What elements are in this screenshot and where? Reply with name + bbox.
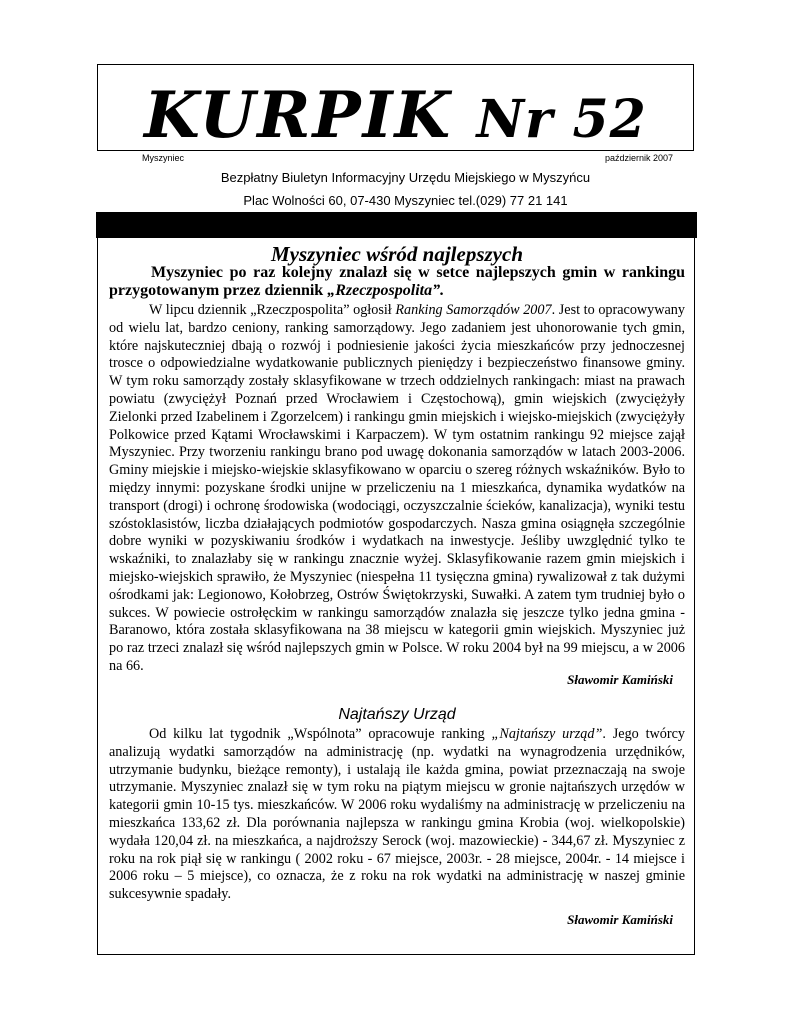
article1-lead-text: Myszyniec po raz kolejny znalazł się w setce najlepszych gmin w rankingu przygotowanym przez dziennik: [109, 264, 685, 299]
masthead-title: [98, 78, 693, 155]
article1-author: Sławomir Kamiński: [567, 672, 673, 687]
article1-body-start: W lipcu dziennik „Rzeczpospolita” ogłosił: [149, 302, 396, 318]
article2-body-ranking: „Najtańszy urząd”: [491, 726, 603, 742]
masthead-box: [97, 64, 694, 151]
article2-body: [109, 726, 685, 904]
article2-body-start: Od kilku lat tygodnik „Wspólnota” opracowuje ranking: [149, 726, 492, 742]
article2-body-rest: . Jego twórcy analizują wydatki samorządów na administrację (np. wydatki na wynagrodzenia urzędników, utrzymanie budynku, bieżące remonty), i ustalają ile każda gmina, powiat przeznaczają na swoje utrzymanie. Myszyniec znalazł się w tym roku na piątym miejscu w gronie najtańszych urzędów w kategorii gmin 10-15 tys. mieszkańców. W 2006 roku wydaliśmy na administrację w przeliczeniu na mieszkańca 133,62 zł. Dla porównania najlepsza w rankingu gmina Krobia (woj. wielkopolskie) wydała 120,04 zł. na mieszkańca, a najdroższy Serock (woj. mazowieckie) - 344,67 zł. Myszyniec z roku na rok piął się w rankingu ( 2002 roku - 67 miejsce, 2003r. - 28 miejsce, 2004r. - 14 miejsce i 2006 roku – 5 miejsce), co oznacza, że z roku na rok wydatki na administrację w naszej gminie sukcesywnie spadały.: [109, 726, 685, 903]
article1-title: Myszyniec wśród najlepszych: [271, 242, 523, 266]
address: Plac Wolności 60, 07-430 Myszyniec tel.(029) 77 21 141: [243, 193, 568, 208]
article1-body-rest: . Jest to opracowywany od wielu lat, bardzo ceniony, ranking samorządowy. Jego zadaniem jest uhonorowanie tych gmin, które najskuteczniej dbają o rozwój i podniesienie jakości życia mieszkańców przy jednoczesnej trosce o odpowiedzialne wydatkowanie publicznych pieniędzy i bezpieczeństwo finansowe gminy. W tym roku samorządy zostały sklasyfikowane w trzech oddzielnych rankingach: miast na prawach powiatu (zwyciężył Poznań przed Wrocławiem i Częstochową), gmin wiejskich (zwyciężyły Zielonki przed Izabelinem i Zgorzelcem) i rankingu gmin miejskich i wiejsko-miejskich (zwyciężyły Polkowice przed Kątami Wrocławskimi i Karpaczem). W tym ostatnim rankingu 92 miejsce zajął Myszyniec. Przy tworzeniu rankingu brano pod uwagę dokonania samorządów w latach 2003-2006. Gminy miejskie i miejsko-wiejskie sklasyfikowano w oparciu o szereg różnych wskaźników. Było to między innymi: pozyskane środki unijne w przeliczeniu na 1 mieszkańca, dynamika wydatków na transport (drogi) i ochronę środowiska (wodociągi, oczyszczalnie ścieków, kanalizacja), wyniki testu szóstoklasistów, liczba działających podmiotów gospodarczych. Nasza gmina osiągnęła szczególnie dobre wyniki w pozyskiwaniu środków i wydatkach na inwestycje. Jeśliby uwzględnić tylko te wskaźniki, to znalazłaby się w rankingu znacznie wyżej. Sklasyfikowanie razem gmin miejskich i miejsko-wiejskich sprawiło, że Myszyniec (niespełna 11 tysięczna gmina) rywalizował z tak dużymi ośrodkami jak: Legionowo, Kołobrzeg, Ostrów Świętokrzyski, Suwałki. A zatem tym trudniej było o sukces. W powiecie ostrołęckim w rankingu samorządów znalazła się jeszcze tylko jedna gmina - Baranowo, która została sklasyfikowana na 38 miejscu w kategorii gmin wiejskich. Myszyniec już po raz trzeci znalazł się wśród najlepszych gmin w Polsce. W roku 2004 był na 99 miejscu, a w 2006 na 66.: [109, 302, 685, 674]
article1-lead: [109, 264, 685, 300]
content-frame: [97, 238, 695, 955]
article2-title: Najtańszy Urząd: [338, 706, 456, 723]
article1-body-ranking: Ranking Samorządów 2007: [395, 302, 552, 318]
issue-date: październik 2007: [604, 153, 673, 163]
subtitle: Bezpłatny Biuletyn Informacyjny Urzędu Miejskiego w Myszyńcu: [220, 170, 591, 185]
place-label: Myszyniec: [142, 153, 185, 163]
newsletter-name: KURPIK: [144, 78, 453, 153]
article2-author: Sławomir Kamiński: [567, 912, 673, 927]
article1-body: [109, 302, 685, 676]
issue-number: Nr 52: [476, 89, 647, 150]
article1-lead-paper: „Rzeczpospolita”.: [327, 282, 445, 299]
header-bar: [96, 212, 697, 238]
